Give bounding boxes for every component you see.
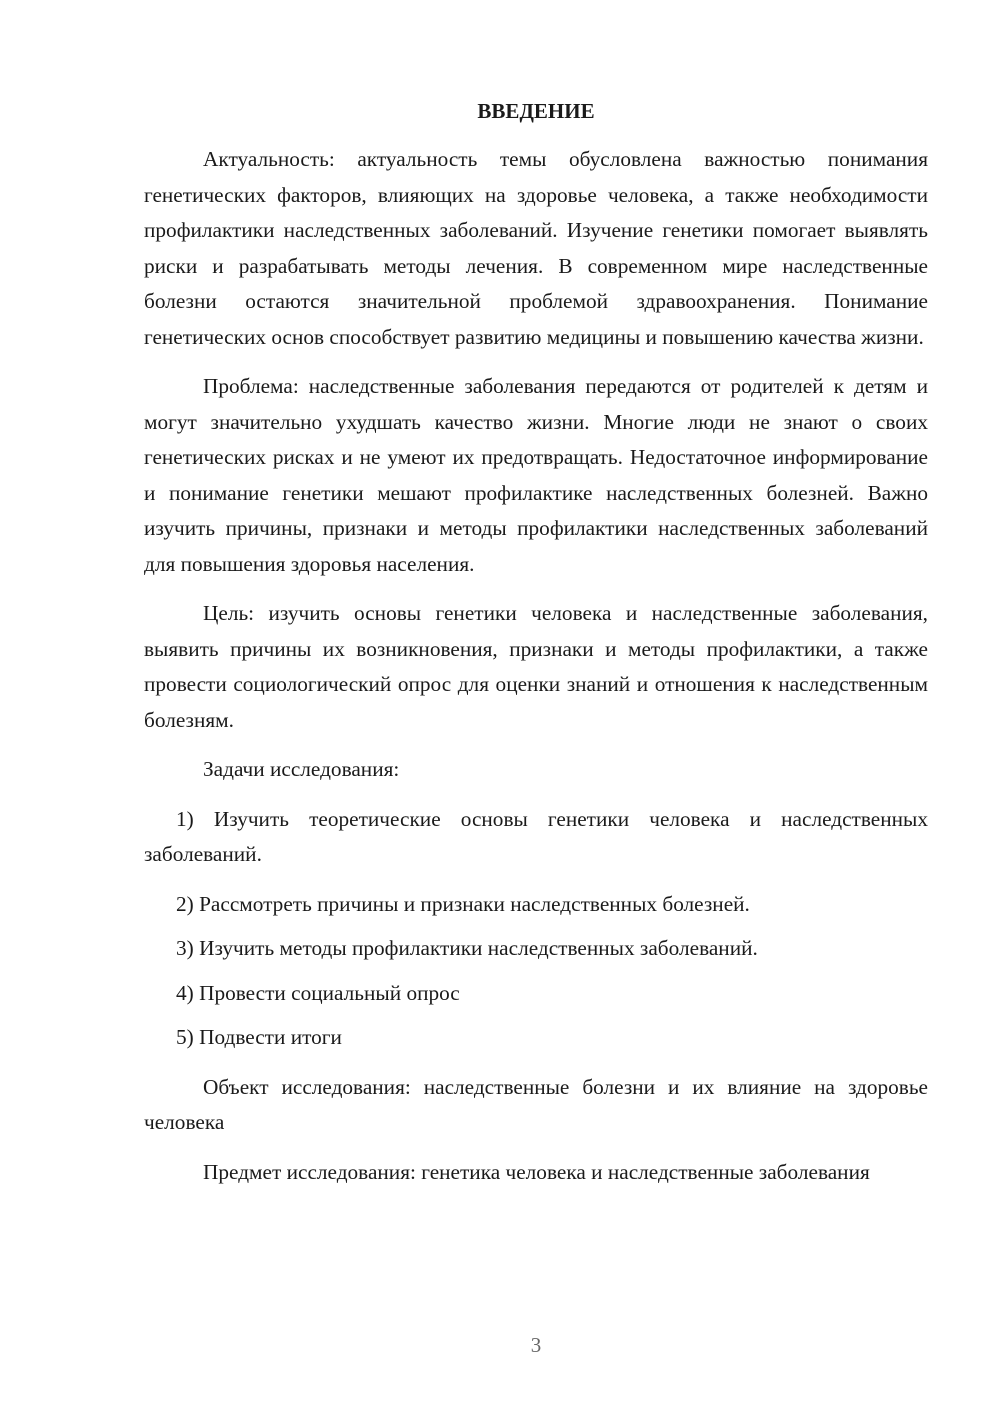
section-heading: ВВЕДЕНИЕ — [477, 99, 595, 123]
task-item: 2) Рассмотреть причины и признаки наследственных болезней. — [176, 891, 750, 916]
paragraph-goal: Цель: изучить основы генетики человека и наследственные заболевания, выявить причины их возникновения, признаки и методы профилактики, а также провести социологический опрос для оценки знаний и отношения к наследственным болезням. — [144, 601, 928, 732]
paragraph-object: Объект исследования: наследственные болезни и их влияние на здоровье человека — [144, 1074, 928, 1134]
paragraph-problem: Проблема: наследственные заболевания передаются от родителей к детям и могут значительно ухудшать качество жизни. Многие люди не знают о своих генетических рисках и не умеют их предотвращать. Недостаточное информирование и понимание генетики мешают профилактике наследственных болезней. Важно изучить причины, признаки и методы профилактики наследственных заболеваний для повышения здоровья населения. — [144, 374, 928, 576]
task-item: 1) Изучить теоретические основы генетики человека и наследственных заболеваний. — [144, 806, 928, 866]
tasks-title: Задачи исследования: — [203, 757, 400, 781]
paragraph-subject: Предмет исследования: генетика человека и наследственные заболевания — [203, 1159, 870, 1184]
task-item: 5) Подвести итоги — [176, 1025, 342, 1049]
task-item: 3) Изучить методы профилактики наследственных заболеваний. — [176, 936, 758, 960]
page-number: 3 — [530, 1333, 542, 1357]
page-content — [144, 96, 928, 1204]
task-item: 4) Провести социальный опрос — [176, 980, 460, 1005]
paragraph-relevance: Актуальность: актуальность темы обусловлена важностью понимания генетических факторов, влияющих на здоровье человека, а также необходимости профилактики наследственных заболеваний. Изучение генетики помогает выявлять риски и разрабатывать методы лечения. В современном мире наследственные болезни остаются значительной проблемой здравоохранения. Понимание генетических основ способствует развитию медицины и повышению качества жизни. — [144, 147, 928, 349]
